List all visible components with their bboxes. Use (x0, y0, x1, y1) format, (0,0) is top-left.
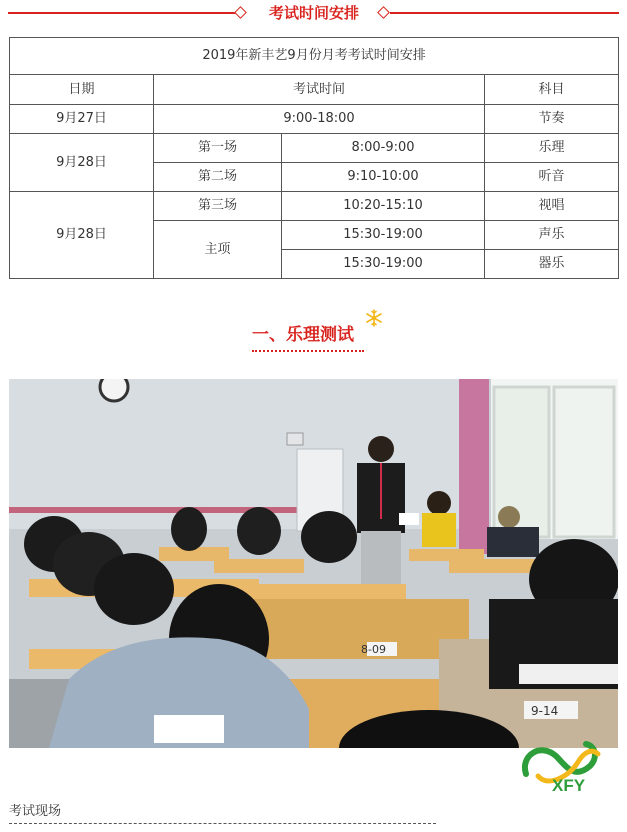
table-row (10, 38, 619, 75)
table-header-row (10, 75, 619, 105)
photo-caption: 考试现场 (9, 803, 436, 824)
column-header-subject: 科目 (485, 75, 619, 105)
cell-time: 9:10-10:00 (282, 163, 485, 192)
cell-session: 第三场 (154, 192, 282, 221)
section-header (0, 0, 627, 26)
section-title (252, 324, 372, 346)
section-title-underline (252, 350, 364, 352)
exam-room-illustration (9, 379, 618, 748)
cell-subject: 器乐 (485, 250, 619, 279)
cell-session: 主项 (154, 221, 282, 279)
cell-subject: 乐理 (485, 134, 619, 163)
cell-time: 15:30-19:00 (282, 250, 485, 279)
table-row (10, 192, 619, 221)
exam-photo (9, 379, 618, 748)
logo-text: XFY (552, 776, 586, 794)
xfy-logo (518, 736, 604, 794)
desk-label: 8-09 (361, 643, 386, 656)
header-line-left (8, 12, 236, 14)
cell-time: 15:30-19:00 (282, 221, 485, 250)
column-header-time: 考试时间 (154, 75, 485, 105)
header-line-right (390, 12, 619, 14)
cell-subject: 视唱 (485, 192, 619, 221)
table-caption: 2019年新丰艺9月份月考考试时间安排 (10, 38, 619, 75)
header-title: 考试时间安排 (268, 4, 359, 22)
column-header-date: 日期 (10, 75, 154, 105)
cell-date: 9月27日 (10, 105, 154, 134)
table-row (10, 134, 619, 163)
diamond-icon (377, 6, 390, 19)
cell-time: 9:00-18:00 (154, 105, 485, 134)
table-row (10, 105, 619, 134)
cell-session: 第二场 (154, 163, 282, 192)
section-title-text: 一、乐理测试 (252, 325, 354, 345)
cell-session: 第一场 (154, 134, 282, 163)
cell-subject: 节奏 (485, 105, 619, 134)
cell-time: 10:20-15:10 (282, 192, 485, 221)
cell-date: 9月28日 (10, 134, 154, 192)
desk-label: 9-14 (531, 704, 559, 718)
cell-subject: 听音 (485, 163, 619, 192)
diamond-icon (234, 6, 247, 19)
schedule-table (9, 37, 619, 279)
cell-date: 9月28日 (10, 192, 154, 279)
cell-time: 8:00-9:00 (282, 134, 485, 163)
cell-subject: 声乐 (485, 221, 619, 250)
